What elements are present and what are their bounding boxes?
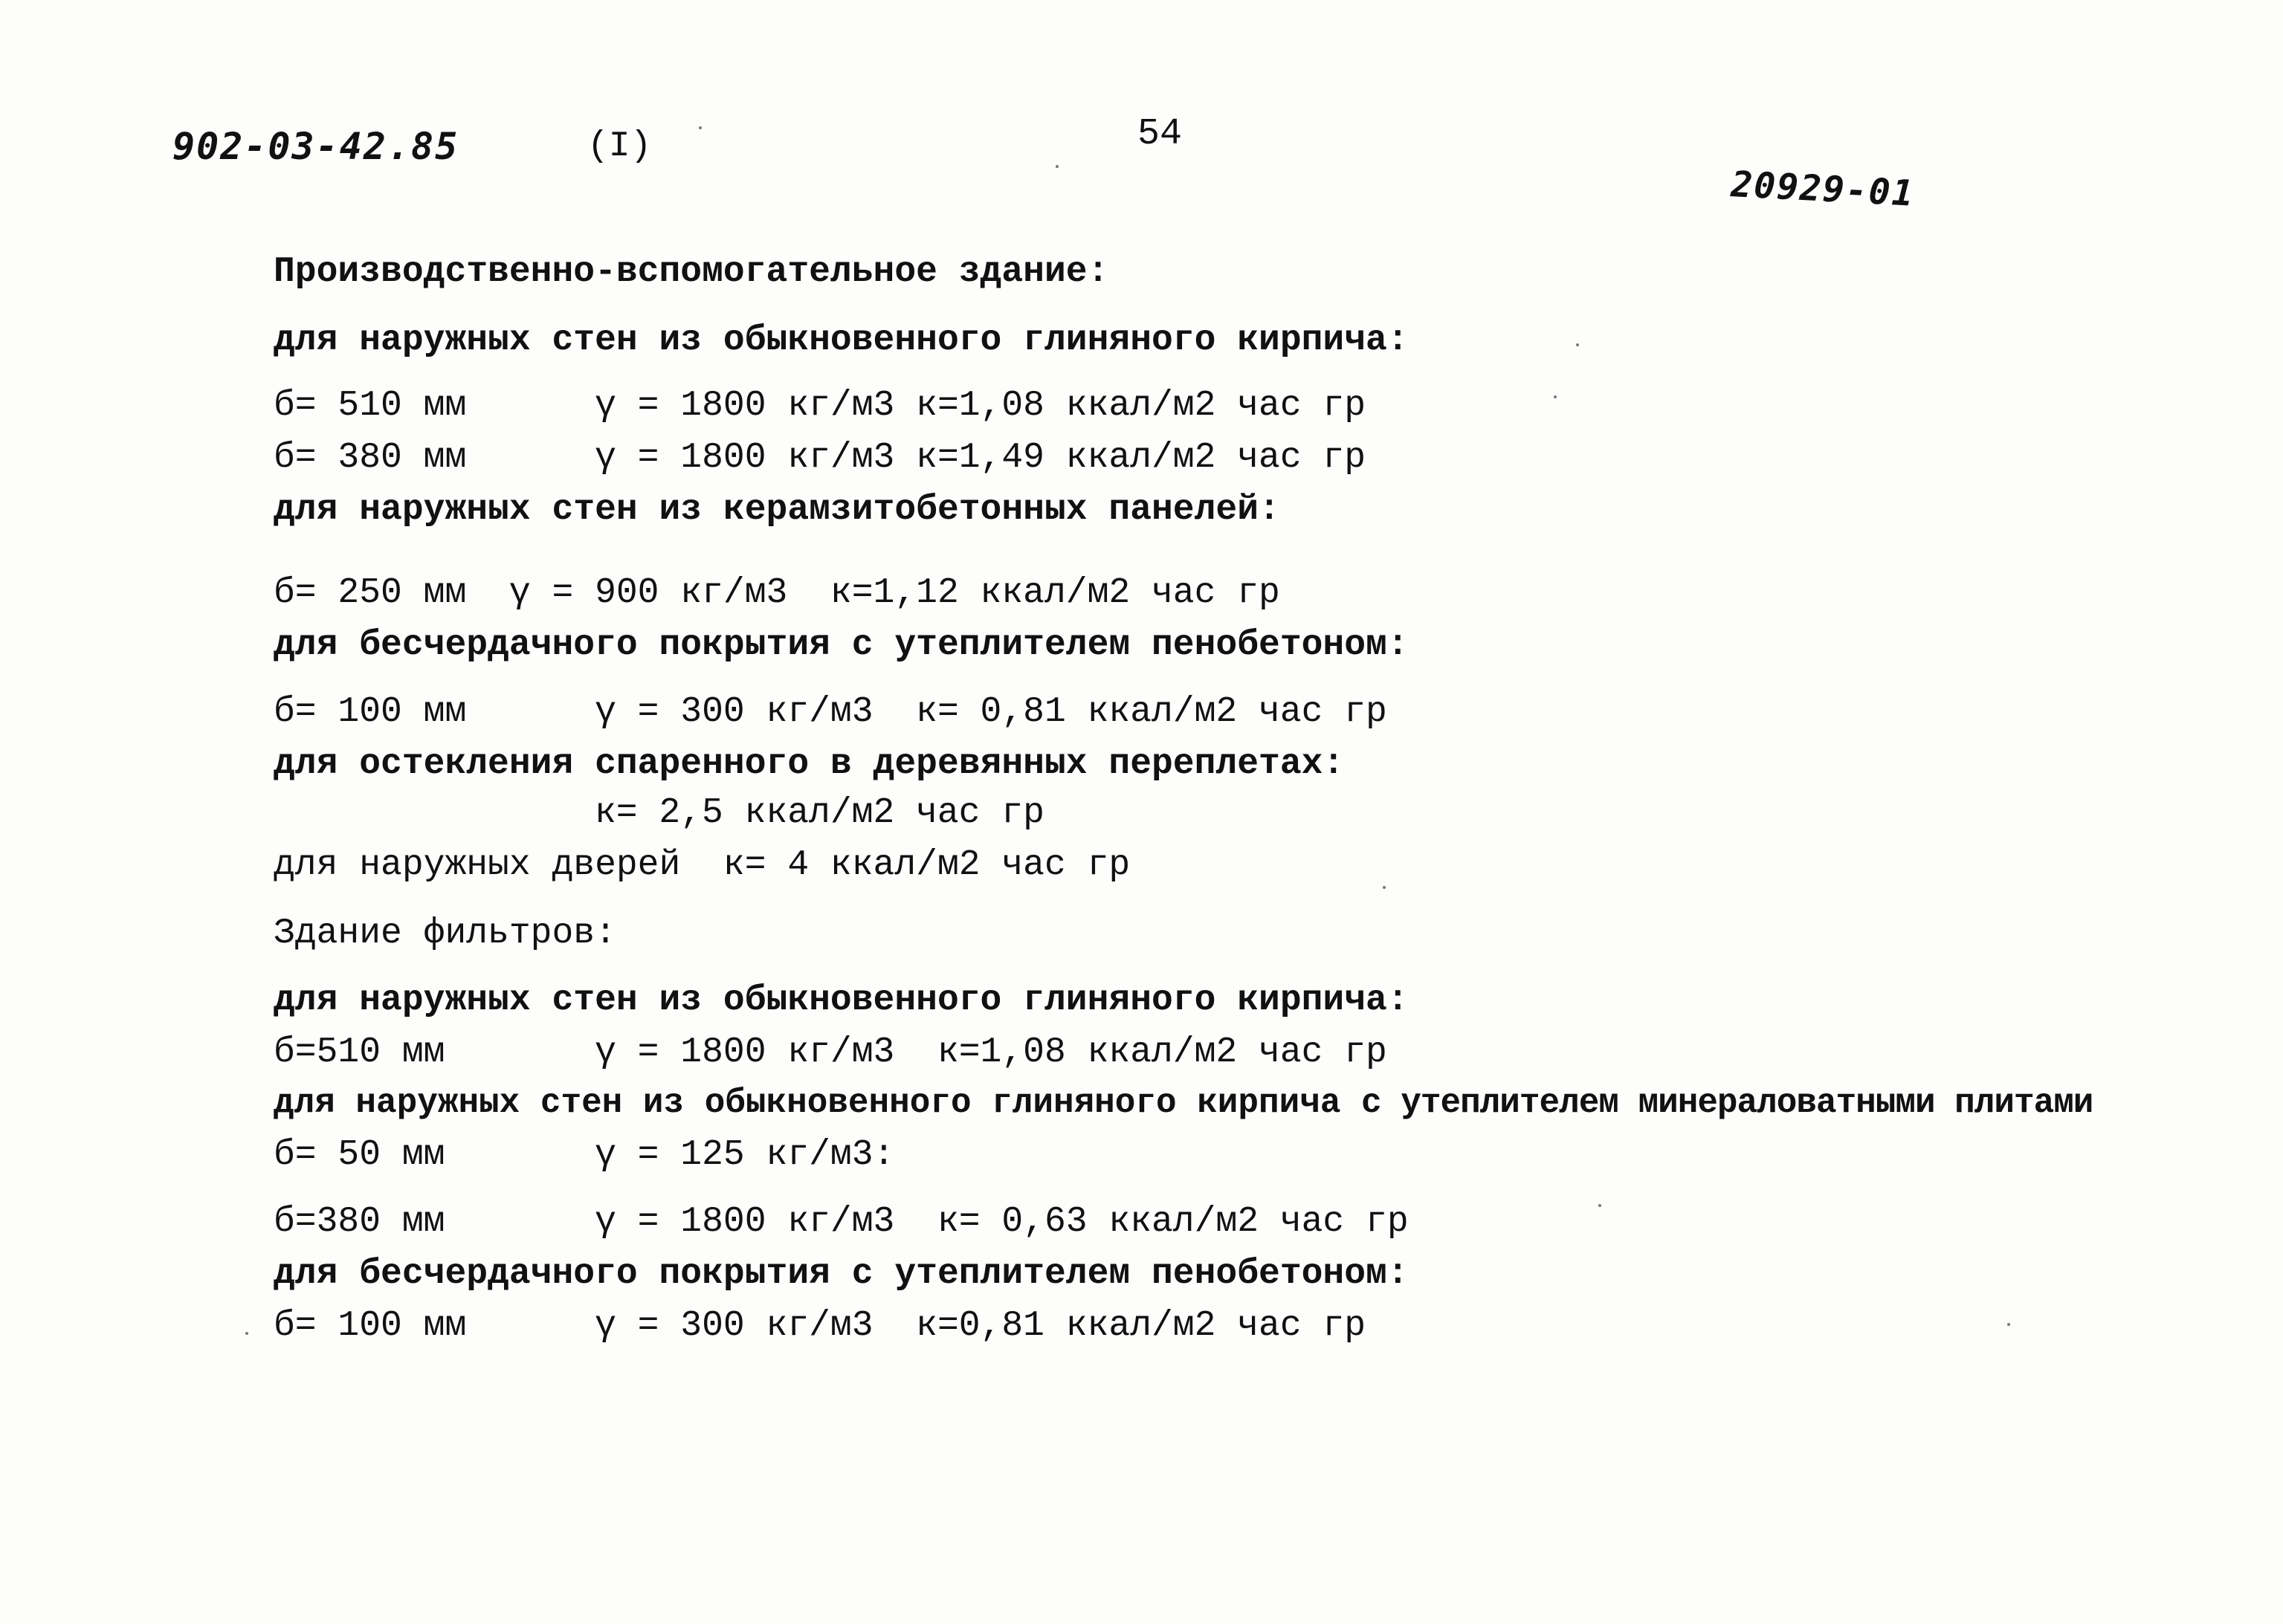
- text-line: для наружных стен из керамзитобетонных панелей:: [274, 490, 1280, 530]
- text-line: [274, 1082, 2093, 1124]
- text-line: б= 50 мм γ = 125 кг/м3:: [274, 1135, 895, 1175]
- scan-speck: [1576, 343, 1579, 346]
- document-number: 902-03-42.85: [172, 125, 459, 168]
- text-line: для остекления спаренного в деревянных переплетах:: [274, 744, 1345, 784]
- text-line: для наружных стен из обыкновенного глиняного кирпича:: [274, 980, 1409, 1020]
- text-line: для бесчердачного покрытия с утеплителем пенобетоном:: [274, 1254, 1409, 1294]
- scan-speck: [1598, 1204, 1601, 1207]
- inventory-number: 20929-01: [1730, 164, 1916, 215]
- scan-speck: [245, 1332, 248, 1335]
- text-line: б= 100 мм γ = 300 кг/м3 к= 0,81 ккал/м2 час гр: [274, 692, 1387, 732]
- text-line-part: с утеплителем минераловатными плитами: [1361, 1084, 2093, 1122]
- section-title-production-building: Производственно-вспомогательное здание:: [274, 252, 1109, 292]
- text-line: б=510 мм γ = 1800 кг/м3 к=1,08 ккал/м2 час гр: [274, 1032, 1387, 1073]
- text-line: б= 100 мм γ = 300 кг/м3 к=0,81 ккал/м2 час гр: [274, 1306, 1366, 1346]
- page-number: 54: [1137, 113, 1183, 155]
- scan-speck: [1056, 165, 1059, 168]
- text-line: б= 510 мм γ = 1800 кг/м3 к=1,08 ккал/м2 час гр: [274, 386, 1366, 426]
- section-title-filter-building: Здание фильтров:: [274, 913, 616, 954]
- scan-speck: [1554, 395, 1557, 398]
- text-line: б=380 мм γ = 1800 кг/м3 к= 0,63 ккал/м2 час гр: [274, 1202, 1409, 1242]
- text-line: для наружных стен из обыкновенного глиняного кирпича:: [274, 320, 1409, 360]
- text-line-part: для наружных стен из обыкновенного глиняного кирпича: [274, 1084, 1362, 1122]
- document-part: (I): [587, 126, 652, 166]
- text-line: для наружных дверей к= 4 ккал/м2 час гр: [274, 845, 1131, 885]
- scan-speck: [699, 126, 702, 129]
- text-line: для бесчердачного покрытия с утеплителем пенобетоном:: [274, 625, 1409, 665]
- text-line: к= 2,5 ккал/м2 час гр: [595, 793, 1044, 833]
- text-line: б= 380 мм γ = 1800 кг/м3 к=1,49 ккал/м2 час гр: [274, 438, 1366, 478]
- scan-speck: [2007, 1323, 2010, 1326]
- scan-speck: [1383, 886, 1386, 889]
- text-line: б= 250 мм γ = 900 кг/м3 к=1,12 ккал/м2 час гр: [274, 573, 1280, 613]
